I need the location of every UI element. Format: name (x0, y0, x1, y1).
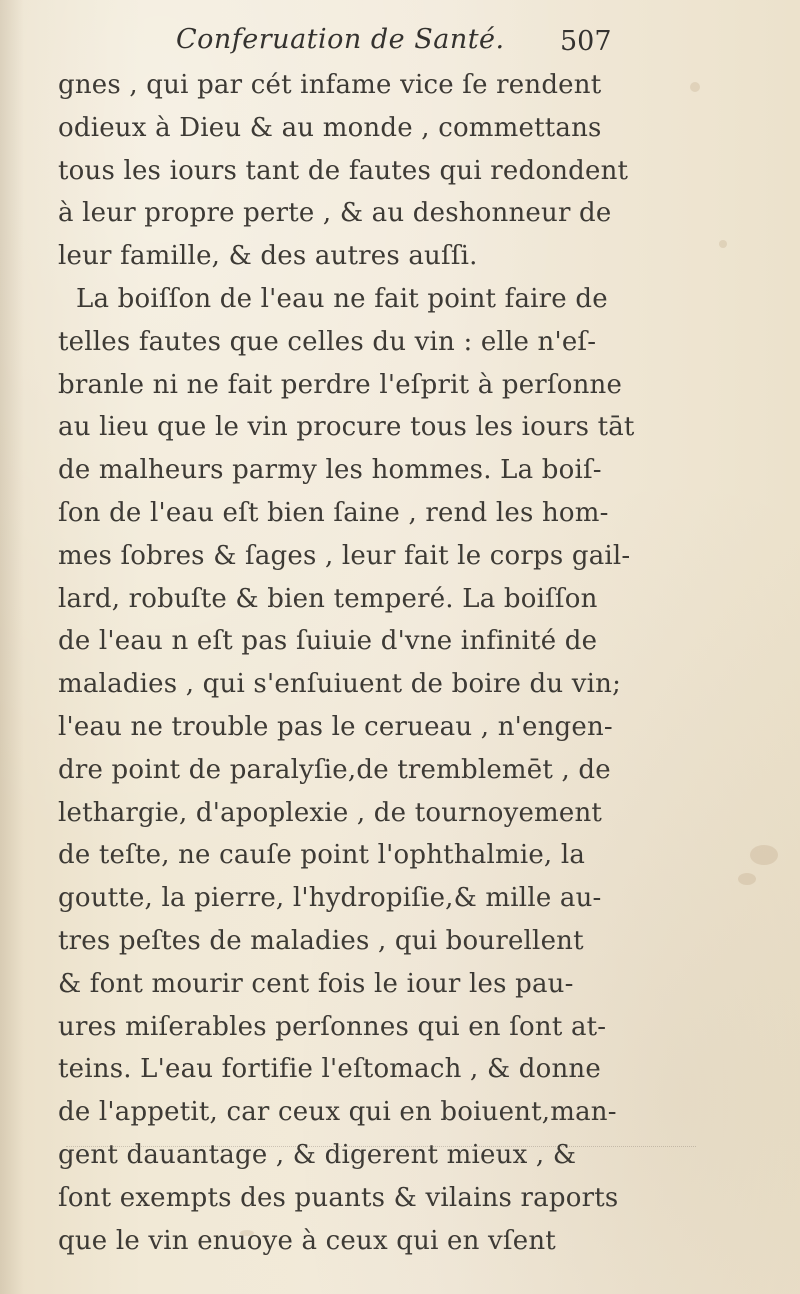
text-line: mes ſobres & ſages , leur fait le corps gail- (58, 540, 631, 571)
text-line: ſont exempts des puants & vilains raports (58, 1182, 619, 1213)
text-line: gent dauantage , & digerent mieux , & (58, 1139, 577, 1170)
text-line: goutte, la pierre, l'hydropiſie,& mille au- (58, 883, 602, 914)
page-gutter-shadow (0, 0, 24, 1294)
text-line: de l'appetit, car ceux qui en boiuent,man- (58, 1097, 617, 1128)
text-line: ures miſerables perſonnes qui en ſont at- (58, 1011, 607, 1042)
text-line: tous les iours tant de fautes qui redondent (58, 155, 629, 186)
page-number: 507 (560, 26, 612, 57)
text-line: gnes , qui par cét infame vice ſe rendent (58, 70, 602, 100)
text-line: l'eau ne trouble pas le cerueau , n'engen- (58, 711, 613, 742)
text-line: au lieu que le vin procure tous les iours tāt (58, 412, 635, 443)
text-line: de l'eau n eſt pas ſuiuie d'vne infinité de (58, 626, 598, 657)
text-line: maladies , qui s'enſuiuent de boire du vin; (58, 669, 622, 700)
text-line: odieux à Dieu & au monde , commettans (58, 112, 602, 143)
text-line: tres peſtes de maladies , qui bourellent (58, 925, 584, 956)
text-line: lethargie, d'apoplexie , de tournoyement (58, 797, 603, 828)
text-line: ſon de l'eau eſt bien ſaine , rend les hom- (58, 497, 609, 528)
text-line: de teſte, ne cauſe point l'ophthalmie, la (58, 840, 586, 871)
body-text (58, 64, 688, 1262)
text-line: de malheurs parmy les hommes. La boiſ- (58, 455, 602, 486)
text-line: lard, robuſte & bien temperé. La boiſſon (58, 583, 598, 614)
text-line: teins. L'eau fortifie l'eſtomach , & donne (58, 1054, 601, 1085)
text-line: & font mourir cent fois le iour les pau- (58, 968, 574, 999)
paper-stain (738, 873, 756, 885)
text-line: branle ni ne fait perdre l'eſprit à perſonne (58, 369, 623, 400)
text-line: telles fautes que celles du vin : elle n'eſ- (58, 326, 597, 357)
text-line: dre point de paralyſie,de tremblemēt , de (58, 754, 611, 785)
paper-stain (719, 240, 727, 248)
text-line: à leur propre perte , & au deshonneur de (58, 198, 612, 229)
text-line: que le vin enuoye à ceux qui en vſent (58, 1225, 556, 1256)
running-title: Conferuation de Santé. (176, 24, 505, 55)
text-line: leur famille, & des autres auſſi. (58, 241, 478, 272)
paper-stain (690, 82, 700, 92)
paper-stain (750, 845, 778, 865)
paragraph-start-line: La boiſſon de l'eau ne fait point faire de (76, 283, 608, 314)
bleed-through-marks (66, 1146, 696, 1177)
